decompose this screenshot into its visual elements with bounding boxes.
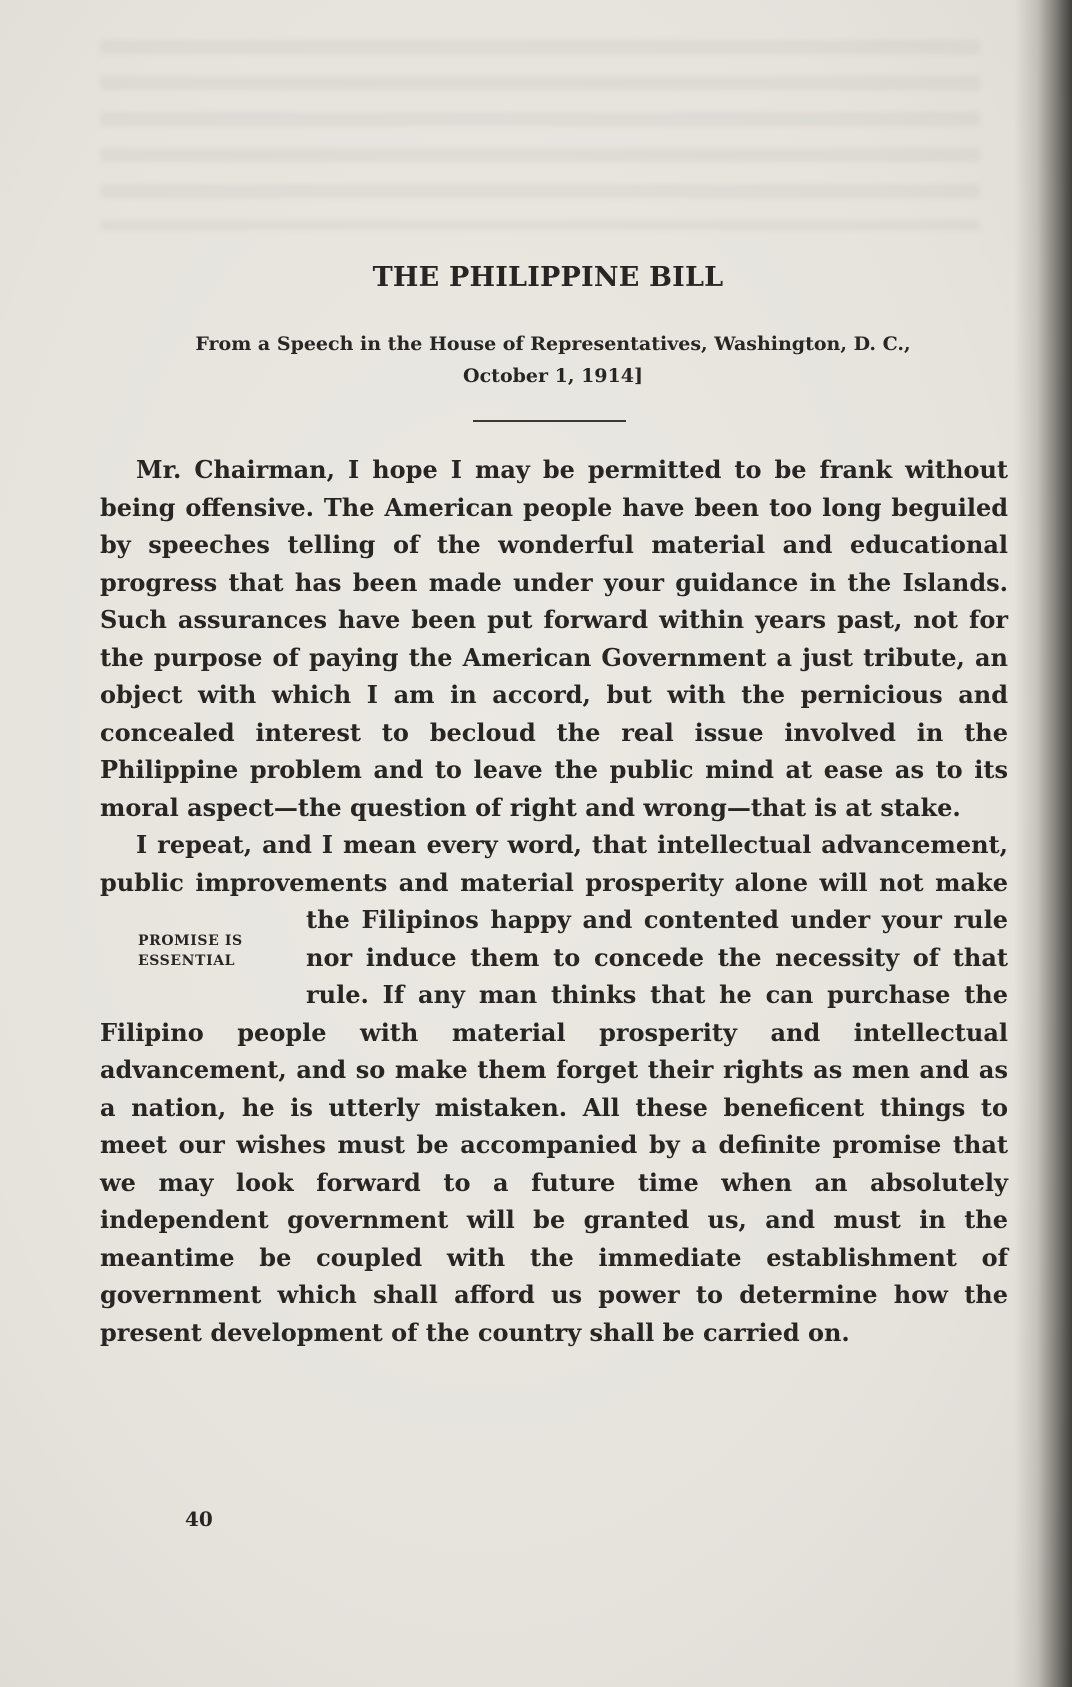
source-line-1: From a Speech in the House of Representatives, Washington, D. C., — [195, 333, 911, 355]
paragraph-1: Mr. Chairman, I hope I may be permitted to be frank without being offensive. The American people have been too long beguiled by speeches telling of the wonderful material and educational progress that has been made under your guidance in the Islands. Such assurances have been put forward within years past, not for the purpose of paying the American Government a just tribute, an object with which I am in accord, but with the pernicious and concealed interest to becloud the real issue involved in the Philippine problem and to leave the public mind at ease as to its moral aspect—the question of right and wrong—that is at stake. — [100, 455, 1008, 822]
binding-gutter-shadow — [1014, 0, 1072, 1687]
page-number: 40 — [185, 1507, 213, 1531]
title-divider — [473, 420, 626, 422]
paragraph-2 — [100, 826, 1008, 1351]
page-title: THE PHILIPPINE BILL — [372, 262, 724, 293]
source-attribution — [98, 328, 1008, 392]
source-line-2: October 1, 1914] — [463, 365, 643, 387]
margin-note-line-1: PROMISE IS — [138, 933, 243, 949]
paragraph-2-rest: der your rule nor induce them to concede the necessity of that rule. If any man thinks that he can purchase the Filipino people with material prosperity and intellectual advancement, and so make them forget their rights as men and as a nation, he is utterly mistaken. All these beneficent things to meet our wishes must be accompanied by a definite promise that we may look forward to a future time when an absolutely independent government will be granted us, and must in the meantime be coupled with the immediate establishment of government which shall afford us power to determine how the present development of the country shall be carried on. — [100, 905, 1008, 1347]
margin-note — [100, 901, 306, 1009]
speech-body — [100, 451, 1008, 1351]
paragraph-2-lead: I repeat, and I mean every word, that intellectual advancement, public improvements and material prosperity alone will not make the Filipinos happy and contented un — [100, 830, 1008, 934]
margin-note-line-2: ESSENTIAL — [138, 953, 236, 969]
bleed-through-texture — [100, 40, 980, 230]
